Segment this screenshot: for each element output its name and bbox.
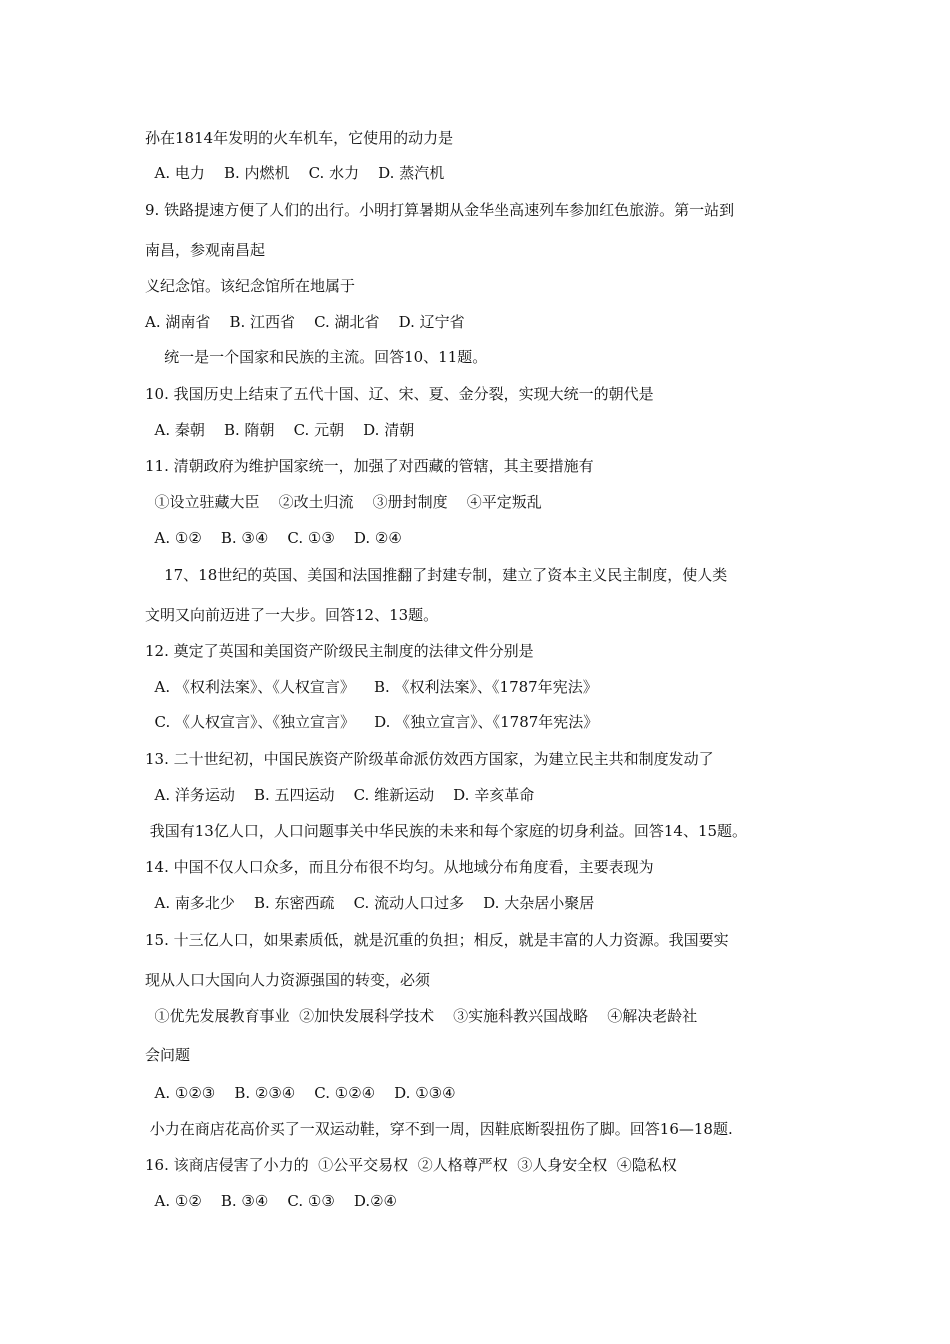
question-10-stem: 10. 我国历史上结束了五代十国、辽、宋、夏、金分裂，实现大统一的朝代是 — [145, 385, 654, 403]
question-10-options: A. 秦朝 B. 隋朝 C. 元朝 D. 清朝 — [145, 421, 415, 439]
question-9-stem: 9. 铁路提速方便了人们的出行。小明打算暑期从金华坐高速列车参加红色旅游。第一站到 — [145, 201, 735, 219]
question-8-options: A. 电力 B. 内燃机 C. 水力 D. 蒸汽机 — [145, 164, 445, 182]
question-14-options: A. 南多北少 B. 东密西疏 C. 流动人口过多 D. 大杂居小聚居 — [145, 894, 595, 912]
section-intro-16-18: 小力在商店花高价买了一双运动鞋，穿不到一周，因鞋底断裂扭伤了脚。回答16—18题. — [145, 1120, 733, 1138]
section-intro-12-13-line2: 文明又向前迈进了一大步。回答12、13题。 — [145, 606, 439, 624]
question-15-statements-line2: 会问题 — [145, 1046, 191, 1064]
question-14-stem: 14. 中国不仅人口众多，而且分布很不均匀。从地域分布角度看，主要表现为 — [145, 858, 654, 876]
question-11-options: A. ①② B. ③④ C. ①③ D. ②④ — [145, 529, 402, 547]
question-12-options-ab: A. 《权利法案》、《人权宣言》 B. 《权利法案》、《1787年宪法》 — [145, 678, 598, 696]
question-16-options: A. ①② B. ③④ C. ①③ D.②④ — [145, 1192, 397, 1210]
question-12-options-cd: C. 《人权宣言》、《独立宣言》 D. 《独立宣言》、《1787年宪法》 — [145, 713, 599, 731]
question-16-stem: 16. 该商店侵害了小力的 ①公平交易权 ②人格尊严权 ③人身安全权 ④隐私权 — [145, 1156, 677, 1174]
section-intro-10-11: 统一是一个国家和民族的主流。回答10、11题。 — [145, 348, 488, 366]
question-9-stem-line3: 义纪念馆。该纪念馆所在地属于 — [145, 277, 356, 295]
section-intro-14-15: 我国有13亿人口，人口问题事关中华民族的未来和每个家庭的切身利益。回答14、15题。 — [145, 822, 748, 840]
question-13-stem: 13. 二十世纪初，中国民族资产阶级革命派仿效西方国家，为建立民主共和制度发动了 — [145, 750, 714, 768]
question-11-statements: ①设立驻藏大臣 ②改土归流 ③册封制度 ④平定叛乱 — [145, 493, 542, 511]
question-12-stem: 12. 奠定了英国和美国资产阶级民主制度的法律文件分别是 — [145, 642, 534, 660]
section-intro-12-13: 17、18世纪的英国、美国和法国推翻了封建专制，建立了资本主义民主制度，使人类 — [145, 566, 728, 584]
question-9-options: A. 湖南省 B. 江西省 C. 湖北省 D. 辽宁省 — [145, 313, 465, 331]
question-15-statements: ①优先发展教育事业 ②加快发展科学技术 ③实施科教兴国战略 ④解决老龄社 — [145, 1007, 698, 1025]
question-15-stem-line2: 现从人口大国向人力资源强国的转变，必须 — [145, 971, 431, 989]
question-9-stem-line2: 南昌，参观南昌起 — [145, 241, 266, 259]
question-15-stem: 15. 十三亿人口，如果素质低，就是沉重的负担；相反，就是丰富的人力资源。我国要实 — [145, 931, 729, 949]
question-13-options: A. 洋务运动 B. 五四运动 C. 维新运动 D. 辛亥革命 — [145, 786, 535, 804]
question-8-stem-cont: 孙在1814年发明的火车机车，它使用的动力是 — [145, 129, 454, 147]
question-15-options: A. ①②③ B. ②③④ C. ①②④ D. ①③④ — [145, 1084, 456, 1102]
question-11-stem: 11. 清朝政府为维护国家统一，加强了对西藏的管辖，其主要措施有 — [145, 457, 594, 475]
